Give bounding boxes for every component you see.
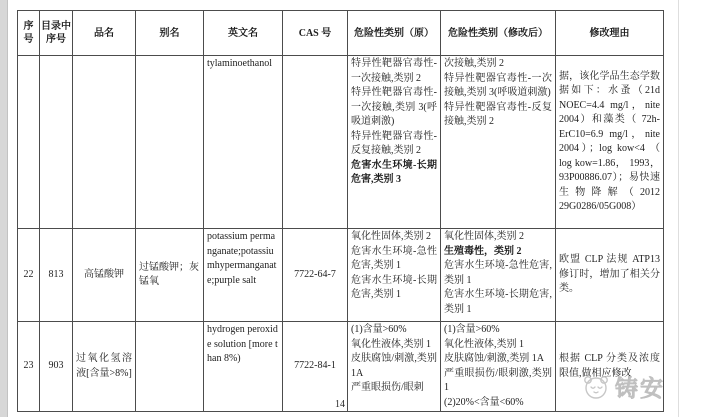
- page-left-edge: [0, 0, 8, 417]
- cell-seq: 23: [18, 322, 40, 412]
- header-seq: 序号: [18, 11, 40, 56]
- table-header-row: [18, 11, 664, 56]
- hazard-entry: 氧化性固体,类别 2: [444, 231, 524, 242]
- cell-hazard-modified: [441, 322, 556, 412]
- hazard-entry: 危害水生环境-急性危害,类别 1: [444, 260, 552, 286]
- cell-cas-no: 7722-84-1: [283, 322, 348, 412]
- hazard-entry: 生殖毒性，类别 2: [444, 245, 522, 257]
- hazard-entry: 氧化性液体,类别 1: [351, 338, 431, 350]
- hazard-entry: 氧化性液体,类别 1: [444, 338, 524, 350]
- hazard-entry: (2)20%<含量<60%: [444, 396, 524, 408]
- cell-reason: 据，该化学品生态学数据如下：水蚤（21d NOEC=4.4 mg/l，nite 2004）和藻类（ 72h-ErC10=6.9 mg/l，nite 2004）；log kow<4 （ log kow=1.86， 1993， 93P00886.07）；易快速生物降解（2012 29G0286/05G008）: [556, 56, 664, 229]
- cell-cas-no: 7722-64-7: [283, 229, 348, 322]
- cell-english-name: tylaminoethanol: [204, 56, 283, 229]
- cell-product-name: [73, 56, 136, 229]
- cell-reason: 欧盟 CLP 法规 ATP13 修订时，增加了相关分类。: [556, 229, 664, 322]
- header-hazard-original: 危险性类别（原）: [348, 11, 441, 56]
- header-alias: 别名: [136, 11, 204, 56]
- cell-english-name: hydrogen peroxide solution [more than 8%): [204, 322, 283, 412]
- cell-hazard-original: [348, 322, 441, 412]
- header-reason: 修改理由: [556, 11, 664, 56]
- hazard-entry: 特异性靶器官毒性-反复接触,类别 2: [444, 101, 552, 127]
- hazard-entry: 严重眼损伤/眼刺: [351, 382, 424, 393]
- cell-seq: [18, 56, 40, 229]
- hazard-classification-table: [17, 10, 664, 412]
- hazard-entry: 皮肤腐蚀/刺激,类别 1A: [351, 353, 437, 379]
- table-row: [18, 56, 664, 229]
- cell-hazard-modified: [441, 229, 556, 322]
- hazard-entry: 特异性靶器官毒性-一次接触,类别 3(呼吸道刺激): [444, 72, 552, 98]
- hazard-entry: 严重眼损伤/眼刺激,类别 1: [444, 367, 552, 393]
- hazard-entry: 氧化性固体,类别 2: [351, 231, 431, 242]
- hazard-entry: (1)含量>60%: [444, 324, 500, 335]
- cell-cas-no: [283, 56, 348, 229]
- cell-reason: 根据 CLP 分类及浓度限值,做相应修改: [556, 322, 664, 412]
- hazard-entry: 次接触,类别 2: [444, 58, 504, 69]
- hazard-entry: 危害水生环境-急性危害,类别 1: [351, 245, 437, 271]
- cell-catalog-no: 903: [40, 322, 73, 412]
- cell-seq: 22: [18, 229, 40, 322]
- cell-alias: [136, 322, 204, 412]
- cell-hazard-modified: [441, 56, 556, 229]
- cell-english-name: potassium permanganate;potassiumhypermanganate;purple salt: [204, 229, 283, 322]
- cell-catalog-no: [40, 56, 73, 229]
- page-number: 14: [335, 399, 345, 410]
- hazard-entry: 特异性靶器官毒性-反复接触,类别 2: [351, 130, 437, 156]
- page-right-edge: [678, 0, 679, 417]
- watermark-text: 铸安: [615, 375, 665, 401]
- hazard-entry: 特异性靶器官毒性-一次接触,类别 2: [351, 58, 437, 84]
- cell-alias: 过锰酸钾；灰锰氧: [136, 229, 204, 322]
- cell-hazard-original: [348, 56, 441, 229]
- cell-alias: [136, 56, 204, 229]
- cell-catalog-no: 813: [40, 229, 73, 322]
- hazard-entry: 危害水生环境-长期危害,类别 1: [444, 289, 552, 315]
- table-row: [18, 229, 664, 322]
- hazard-entry: (1)含量>60%: [351, 324, 407, 335]
- header-hazard-modified: 危险性类别（修改后）: [441, 11, 556, 56]
- header-english-name: 英文名: [204, 11, 283, 56]
- hazard-entry: 危害水生环境-长期危害,类别 1: [351, 274, 437, 300]
- cell-hazard-original: [348, 229, 441, 322]
- hazard-entry: 皮肤腐蚀/刺激,类别 1A: [444, 353, 544, 364]
- header-catalog-no: 目录中序号: [40, 11, 73, 56]
- header-cas-no: CAS 号: [283, 11, 348, 56]
- header-product-name: 品名: [73, 11, 136, 56]
- cell-product-name: 过氧化氢溶液[含量>8%]: [73, 322, 136, 412]
- hazard-entry: 特异性靶器官毒性-一次接触,类别 3(呼吸道刺激): [351, 87, 437, 127]
- hazard-entry: 危害水生环境-长期危害,类别 3: [351, 159, 437, 185]
- table-row: [18, 322, 664, 412]
- cell-product-name: 高锰酸钾: [73, 229, 136, 322]
